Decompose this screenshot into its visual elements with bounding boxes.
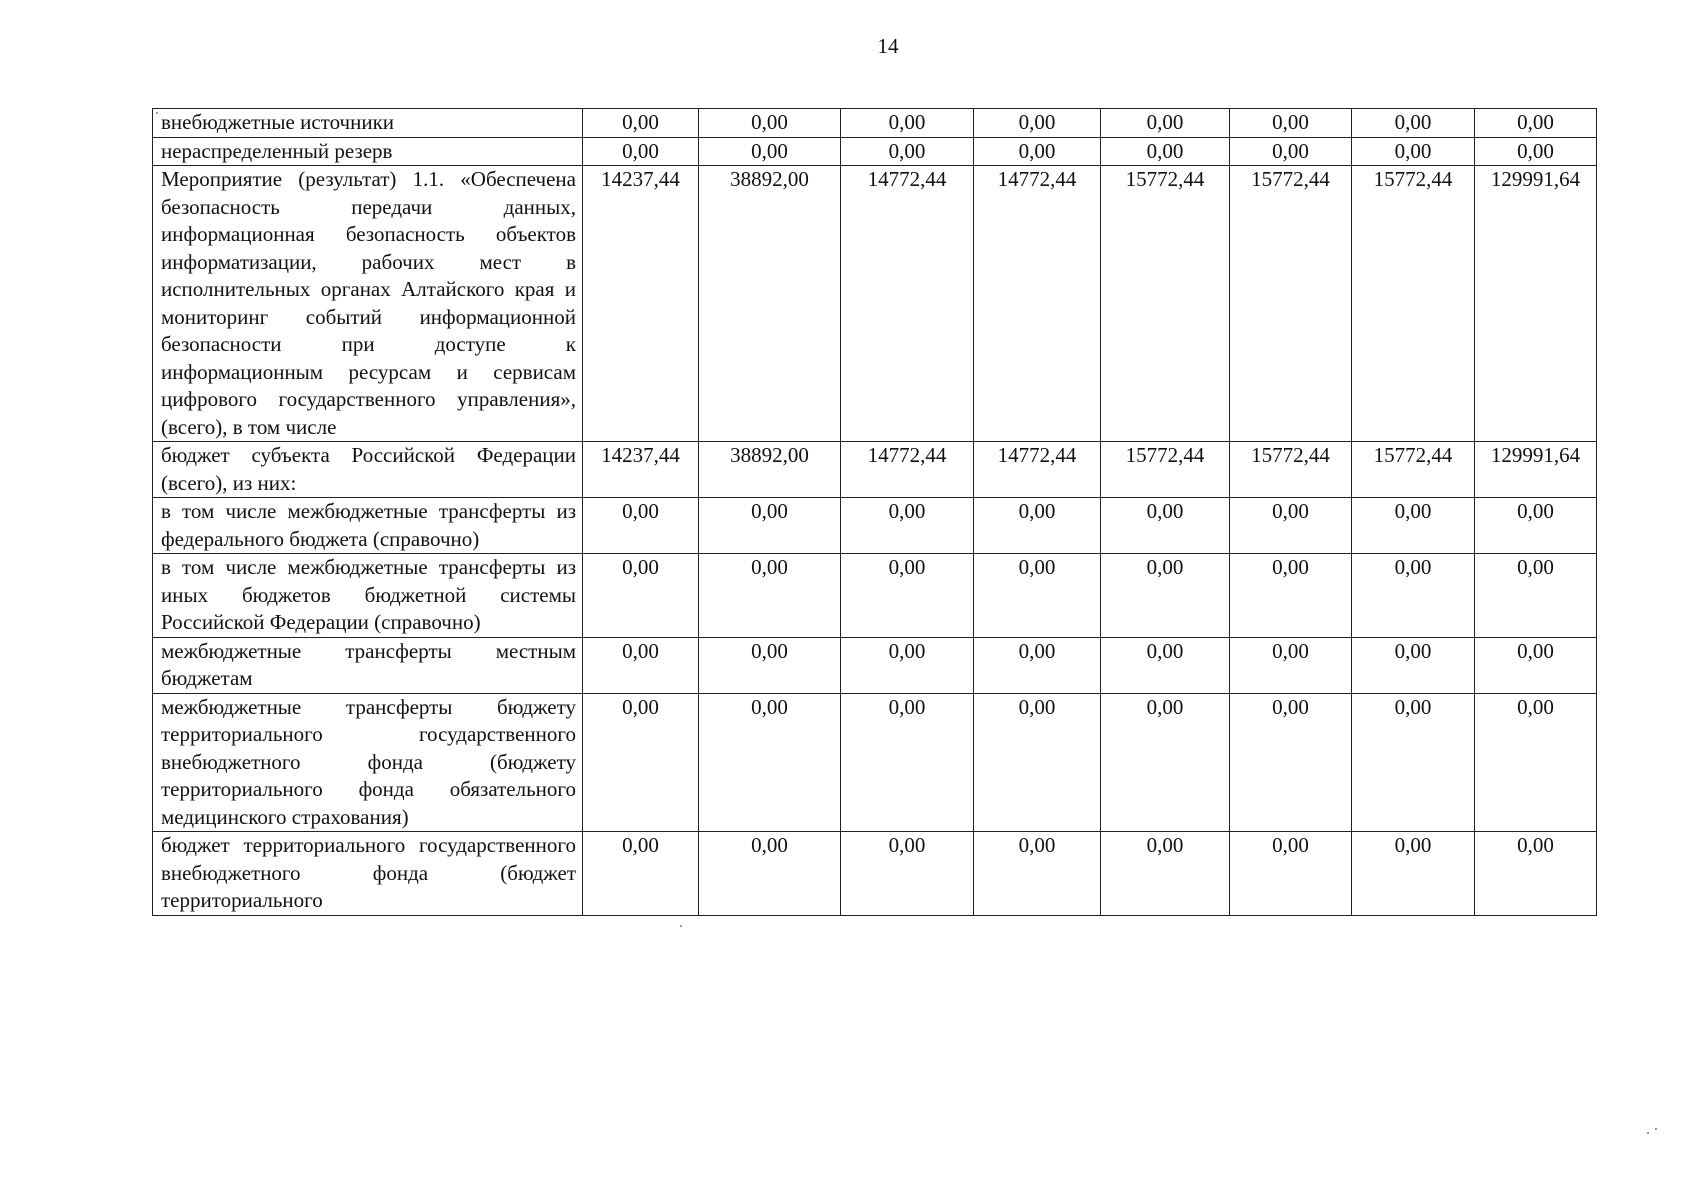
scan-speck [1647,1132,1649,1134]
table-cell: 14237,44 [583,166,699,442]
table-cell: 0,00 [974,137,1101,166]
table-cell: 0,00 [1475,498,1597,554]
table-cell: 0,00 [974,832,1101,916]
table-row [153,832,1597,916]
table-cell: 0,00 [1352,137,1475,166]
table-cell: 15772,44 [1352,442,1475,498]
table-cell: 15772,44 [1230,442,1352,498]
row-label: межбюджетные трансферты бюджету территориального государственного внебюджетного фонда (бюджету территориального фонда обязательного медицинского страхования) [153,693,583,832]
row-label: бюджет субъекта Российской Федерации (всего), из них: [153,442,583,498]
table-cell: 0,00 [974,498,1101,554]
table-cell: 0,00 [699,109,841,138]
table-cell: 0,00 [1352,693,1475,832]
table-cell: 0,00 [1475,109,1597,138]
table-cell: 0,00 [974,554,1101,638]
table-cell: 0,00 [1230,693,1352,832]
table-cell: 0,00 [1101,554,1230,638]
table-cell: 0,00 [974,693,1101,832]
table-cell: 0,00 [583,498,699,554]
table-cell: 0,00 [1230,554,1352,638]
table-row [153,498,1597,554]
table-cell: 0,00 [841,109,974,138]
table-cell: 0,00 [1101,498,1230,554]
table-cell: 0,00 [841,832,974,916]
table-cell: 0,00 [1475,693,1597,832]
table-row [153,109,1597,138]
table-cell: 0,00 [1230,832,1352,916]
table-cell: 0,00 [699,832,841,916]
table-cell: 14772,44 [841,166,974,442]
table-cell: 0,00 [1475,637,1597,693]
table-cell: 15772,44 [1101,166,1230,442]
row-label: в том числе межбюджетные трансферты из федерального бюджета (справочно) [153,498,583,554]
table-cell: 0,00 [699,637,841,693]
table-cell: 0,00 [974,637,1101,693]
table-cell: 38892,00 [699,442,841,498]
row-label: нераспределенный резерв [153,137,583,166]
table-cell: 14237,44 [583,442,699,498]
table-cell: 14772,44 [841,442,974,498]
table-cell: 38892,00 [699,166,841,442]
table-cell: 14772,44 [974,166,1101,442]
table-cell: 15772,44 [1352,166,1475,442]
table-cell: 0,00 [699,137,841,166]
table-cell: 0,00 [1475,832,1597,916]
table-cell: 0,00 [699,693,841,832]
table-cell: 0,00 [583,137,699,166]
table-cell: 0,00 [1352,637,1475,693]
row-label: межбюджетные трансферты местным бюджетам [153,637,583,693]
row-label: в том числе межбюджетные трансферты из иных бюджетов бюджетной системы Российской Федерации (справочно) [153,554,583,638]
table-row [153,637,1597,693]
table-cell: 0,00 [841,498,974,554]
row-label: внебюджетные источники [153,109,583,138]
table-cell: 0,00 [583,554,699,638]
table-cell: 15772,44 [1230,166,1352,442]
table-cell: 0,00 [1475,554,1597,638]
scan-speck [156,112,158,114]
table-cell: 0,00 [1101,637,1230,693]
table-cell: 15772,44 [1101,442,1230,498]
table-cell: 0,00 [699,498,841,554]
table-cell: 129991,64 [1475,442,1597,498]
row-label: бюджет территориального государственного внебюджетного фонда (бюджет территориального [153,832,583,916]
table-cell: 0,00 [1475,137,1597,166]
table-cell: 0,00 [583,637,699,693]
budget-table [152,108,1597,916]
table-row [153,442,1597,498]
table-cell: 0,00 [699,554,841,638]
table-cell: 0,00 [583,693,699,832]
table-cell: 0,00 [1230,637,1352,693]
table-cell: 0,00 [1352,109,1475,138]
table-cell: 14772,44 [974,442,1101,498]
table-cell: 0,00 [1230,498,1352,554]
table-cell: 0,00 [1101,137,1230,166]
table-cell: 0,00 [1101,832,1230,916]
table-cell: 0,00 [1352,832,1475,916]
table-cell: 0,00 [841,137,974,166]
table-cell: 0,00 [1352,554,1475,638]
table-cell: 0,00 [1101,109,1230,138]
table-cell: 0,00 [1101,693,1230,832]
table-cell: 0,00 [583,109,699,138]
row-label: Мероприятие (результат) 1.1. «Обеспечена безопасность передачи данных, информационная безопасность объектов информатизации, рабочих мест в исполнительных органах Алтайского края и мониторинг событий информационной безопасности при доступе к информационным ресурсам и сервисам цифрового государственного управления», (всего), в том числе [153,166,583,442]
scan-speck [680,925,682,927]
table-row [153,693,1597,832]
table-cell: 0,00 [841,554,974,638]
table-row [153,554,1597,638]
table-cell: 0,00 [1230,137,1352,166]
page-number: 14 [877,34,899,58]
scan-speck [1655,1128,1657,1130]
table-row [153,166,1597,442]
table-cell: 0,00 [583,832,699,916]
table-cell: 0,00 [1352,498,1475,554]
table-cell: 0,00 [841,637,974,693]
table-cell: 0,00 [1230,109,1352,138]
table-cell: 129991,64 [1475,166,1597,442]
table-cell: 0,00 [974,109,1101,138]
table-cell: 0,00 [841,693,974,832]
table-row [153,137,1597,166]
